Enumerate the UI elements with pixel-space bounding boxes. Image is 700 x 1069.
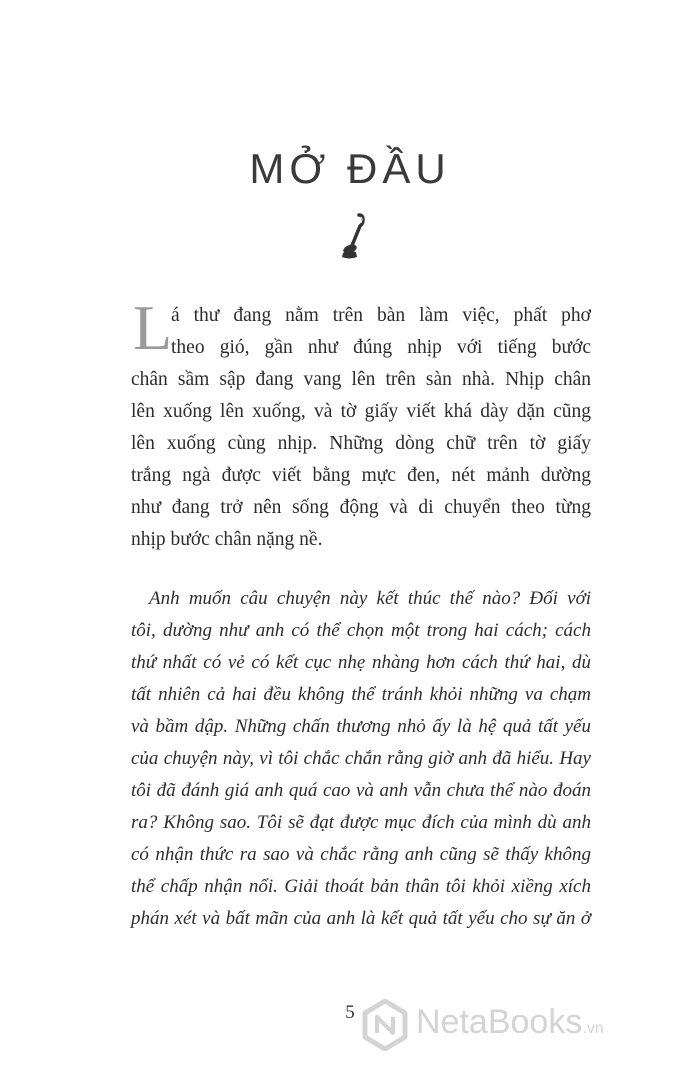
- paragraph-line: chân sầm sập đang vang lên trên sàn nhà. Nhịp chân: [131, 369, 591, 390]
- paragraph-line: của chuyện này, vì tôi chắc chắn rằng giờ anh đã hiểu. Hay: [131, 748, 591, 769]
- paragraph-line: thể chấp nhận nổi. Giải thoát bản thân tôi khỏi xiềng xích: [131, 876, 591, 897]
- paragraph-line: tôi đã đánh giá anh quá cao và anh vẫn chưa thể nào đoán: [131, 780, 591, 801]
- paragraph-line: lên xuống cùng nhịp. Những dòng chữ trên tờ giấy: [131, 433, 591, 454]
- paragraph-line: tất nhiên cả hai đều không thể tránh khỏi những va chạm: [131, 684, 591, 705]
- paragraph-line: lên xuống lên xuống, và tờ giấy viết khá dày dặn cũng: [131, 401, 591, 422]
- paragraph-line: á thư đang nằm trên bàn làm việc, phất phơ: [171, 305, 591, 326]
- paragraph-line: và bầm dập. Những chấn thương nhỏ ấy là hệ quả tất yếu: [131, 716, 591, 737]
- paragraph-line: phán xét và bất mãn của anh là kết quả tất yếu cho sự ăn ở: [131, 908, 591, 929]
- paragraph-line: theo gió, gần như đúng nhịp với tiếng bước: [171, 337, 591, 358]
- paragraph-line: có nhận thức ra sao và chắc rằng anh cũng sẽ thấy không: [131, 844, 591, 865]
- watermark-text: [416, 1003, 604, 1042]
- watermark-suffix: .vn: [582, 1020, 604, 1037]
- watermark: [362, 997, 662, 1057]
- wax-seal-stamp-icon: [333, 212, 373, 262]
- paragraph-2-italic-letter: [131, 583, 591, 935]
- watermark-brand: NetaBooks: [416, 1003, 583, 1041]
- paragraph-line: Anh muốn câu chuyện này kết thúc thế nào? Đối với: [149, 588, 591, 609]
- drop-cap-letter: L: [133, 292, 173, 363]
- page-number: 5: [345, 1002, 355, 1023]
- paragraph-line: trắng ngà được viết bằng mực đen, nét mảnh dường: [131, 465, 591, 486]
- paragraph-line: nhịp bước chân nặng nề.: [131, 529, 323, 550]
- netabooks-logo-icon: [362, 999, 408, 1051]
- paragraph-line: tôi, dường như anh có thể chọn một trong hai cách; cách: [131, 620, 591, 641]
- paragraph-line: như đang trở nên sống động và di chuyển theo từng: [131, 497, 591, 518]
- paragraph-1: [131, 300, 591, 556]
- paragraph-line: ra? Không sao. Tôi sẽ đạt được mục đích của mình dù anh: [131, 812, 591, 833]
- paragraph-line: thứ nhất có vẻ có kết cục nhẹ nhàng hơn cách thứ hai, dù: [131, 652, 591, 673]
- chapter-title: MỞ ĐẦU: [249, 145, 451, 192]
